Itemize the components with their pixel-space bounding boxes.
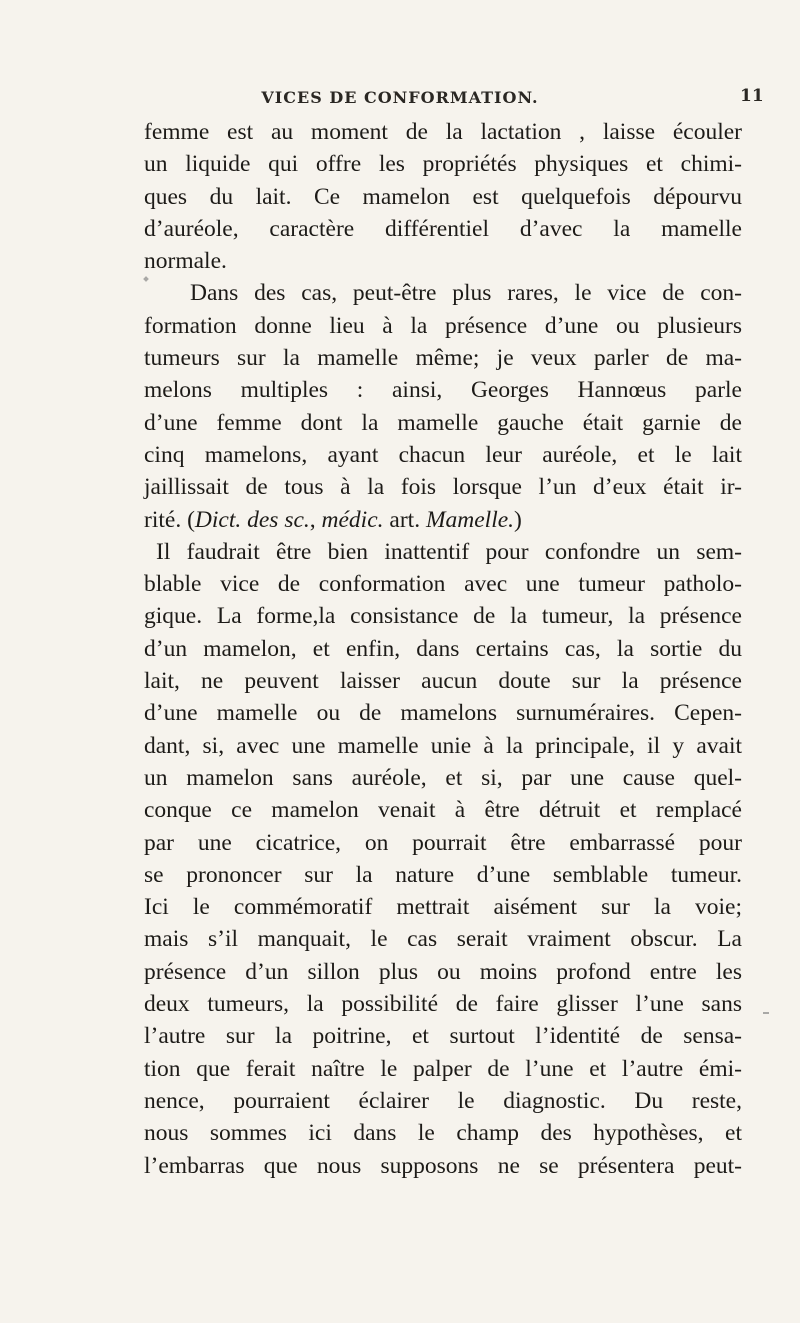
citation-entry: Mamelle. <box>425 506 515 533</box>
text-line: ques du lait. Ce mamelon est quelquefois dépourvu <box>144 183 742 210</box>
text-line: cinq mamelons, ayant chacun leur auréole, et le lait <box>144 441 742 468</box>
running-header: VICES DE CONFORMATION. <box>261 88 539 107</box>
page-number: 11 <box>740 86 764 106</box>
text-line: gique. La forme,la consistance de la tumeur, la présence <box>144 603 742 630</box>
text-line: d’une femme dont la mamelle gauche était garnie de <box>144 409 742 436</box>
text-line: un mamelon sans auréole, et si, par une cause quel- <box>144 764 742 791</box>
text-line: jaillissait de tous à la fois lorsque l’un d’eux était ir- <box>144 474 742 501</box>
text-line: dant, si, avec une mamelle unie à la principale, il y avait <box>144 732 742 759</box>
text-line: d’auréole, caractère différentiel d’avec la mamelle <box>144 215 742 242</box>
citation <box>187 507 522 533</box>
text-line: l’embarras que nous supposons ne se présentera peut- <box>144 1152 742 1179</box>
text-line: deux tumeurs, la possibilité de faire glisser l’une sans <box>144 991 742 1018</box>
text-line: femme est au moment de la lactation , laisse écouler <box>144 119 742 145</box>
text-line: nence, pourraient éclairer le diagnostic. Du reste, <box>144 1087 742 1114</box>
text-line: conque ce mamelon venait à être détruit et remplacé <box>144 797 742 824</box>
text-line: l’autre sur la poitrine, et surtout l’identité de sensa- <box>144 1023 742 1050</box>
text-line: présence d’un sillon plus ou moins profond entre les <box>144 958 742 985</box>
citation-close: ) <box>514 506 522 533</box>
text-line: mais s’il manquait, le cas serait vraiment obscur. La <box>144 926 742 953</box>
text-line: melons multiples : ainsi, Georges Hannœus parle <box>144 377 742 404</box>
text-line: lait, ne peuvent laisser aucun doute sur la présence <box>144 668 742 695</box>
citation-separator: , <box>309 506 322 533</box>
citation-article: art. <box>383 506 426 533</box>
text-line: nous sommes ici dans le champ des hypothèses, et <box>144 1120 742 1147</box>
text-line: blable vice de conformation avec une tumeur patholo- <box>144 571 742 598</box>
citation-medical: médic. <box>321 506 384 533</box>
citation-line <box>144 504 742 536</box>
text-line: normale. <box>144 248 227 275</box>
text-line: tumeurs sur la mamelle même; je veux parler de ma- <box>144 345 742 372</box>
text-line: par une cicatrice, on pourrait être embarrassé pour <box>144 829 742 856</box>
paragraph-start: Il faudrait être bien inattentif pour confondre un sem- <box>156 538 742 565</box>
margin-mark <box>763 1012 769 1014</box>
body-text <box>144 116 742 1182</box>
paragraph-start: Dans des cas, peut-être plus rares, le vice de con- <box>190 280 742 307</box>
text-line: Ici le commémoratif mettrait aisément sur la voie; <box>144 894 742 921</box>
citation-open: ( <box>187 506 195 533</box>
text-line: d’un mamelon, et enfin, dans certains cas, la sortie du <box>144 635 742 662</box>
text-line: formation donne lieu à la présence d’une ou plusieurs <box>144 312 742 339</box>
text-line: tion que ferait naître le palper de l’une et l’autre émi- <box>144 1055 742 1082</box>
citation-dictionary: Dict. des sc. <box>194 506 310 533</box>
text-line: se prononcer sur la nature d’une semblable tumeur. <box>144 861 742 888</box>
text-line: un liquide qui offre les propriétés physiques et chimi- <box>144 151 742 178</box>
text-line: d’une mamelle ou de mamelons surnuméraires. Cepen- <box>144 700 742 727</box>
text-fragment: rité. <box>144 506 182 533</box>
